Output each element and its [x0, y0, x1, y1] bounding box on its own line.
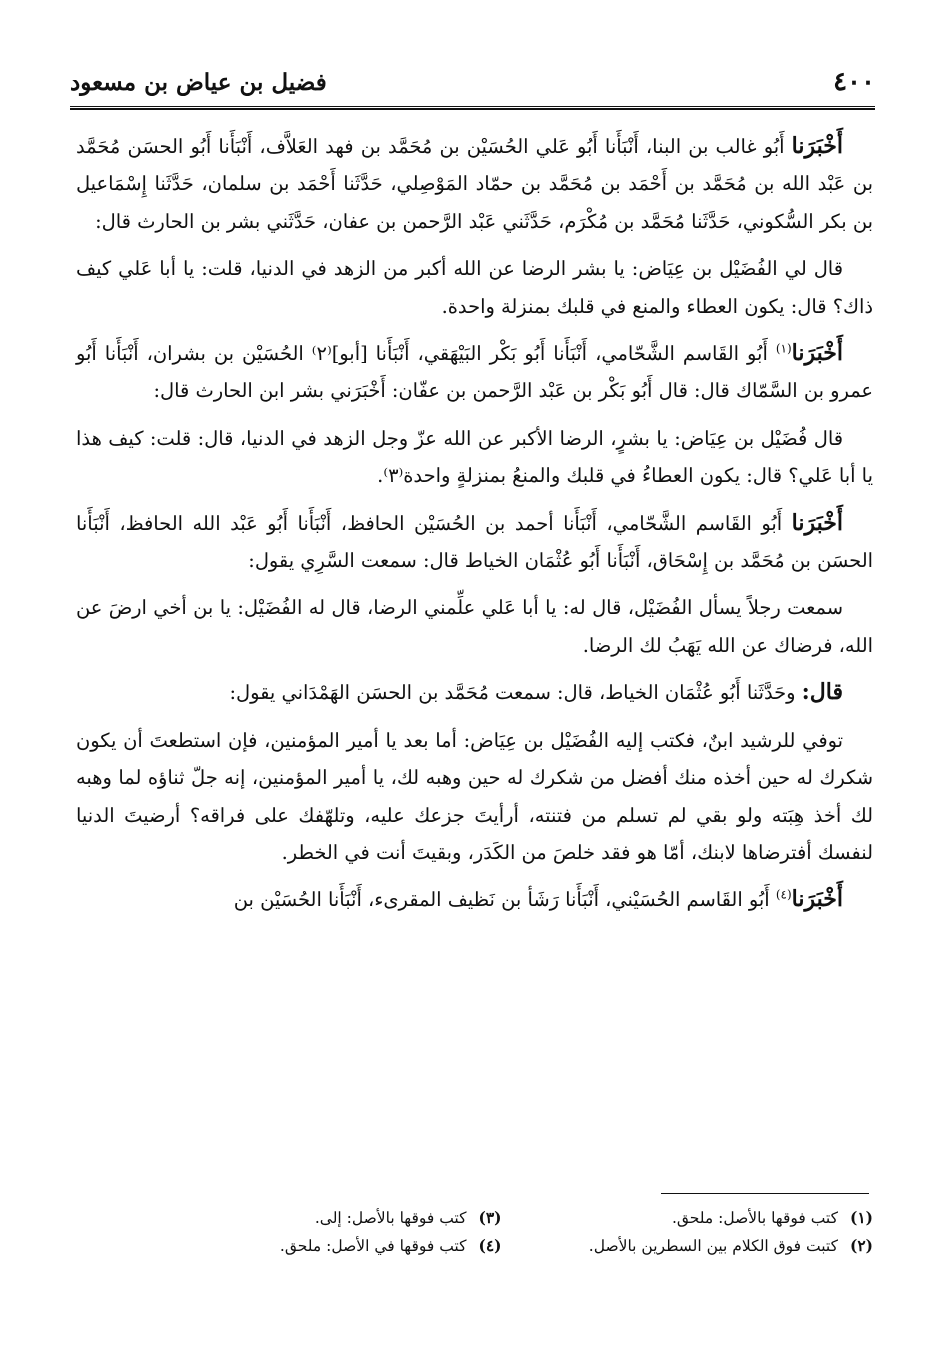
- paragraph-4: [76, 420, 873, 495]
- footnote-number: (٣): [478, 1208, 502, 1227]
- paragraph-text: أَبُو غالب بن البنا، أَنْبَأَنا أَبُو عَلي الحُسَيْن بن مُحَمَّد بن فهد العَلاَّف، أَنْبَأَنا أَبُو الحسَن مُحَمَّد بن عَبْد الله بن مُحَمَّد بن أَحْمَد بن مُحَمَّد بن حمّاد المَوْصِلي، حَدَّثَنا أَحْمَد بن سلمان، حَدَّثَنا إِسْمَاعيل بن بكر السُّكوني، حَدَّثَنا مُحَمَّد بن مُكْرَم، حَدَّثَني عَبْد الرَّحمن بن عفان، حَدَّثَني بشر بن الحارث قال:: [76, 135, 873, 233]
- paragraph-text: أَبُو القَاسم الحُسَيْني، أَنْبَأَنا رَشَأ بن نَظيف المقرىء، أَنْبَأَنا الحُسَيْن بن: [233, 888, 776, 912]
- paragraph-1: [76, 128, 873, 240]
- footnote-ref: (١): [775, 341, 792, 356]
- paragraph-2: [76, 250, 873, 325]
- paragraph-text: سمعت رجلاً يسأل الفُضَيْل، قال له: يا أبا عَلي علِّمني الرضا، قال له الفُضَيْل: يا بن أخي ارضَ عن الله، فرضاك عن الله يَهَبُ لك الرضا.: [76, 596, 873, 657]
- paragraph-keyword: أَخْبَرَنا: [791, 509, 843, 536]
- paragraph-keyword: أَخْبَرَنا: [791, 133, 843, 159]
- footnotes: [160, 1204, 873, 1260]
- footnote: [160, 1204, 502, 1232]
- footnote: [532, 1232, 874, 1260]
- paragraph-8: [76, 722, 873, 872]
- footnote-text: كتب فوقها بالأصل: إلى.: [314, 1209, 467, 1227]
- paragraph-9: [76, 881, 873, 918]
- footnote-text: كتب فوقها في الأصل: ملحق.: [279, 1237, 467, 1255]
- paragraph-3: [76, 335, 873, 410]
- paragraph-text: أَبُو القَاسم الشَّحّامي، أَنْبَأَنا أَبُو بَكْر البَيْهَقي، أَنْبَأَنا [أبو]⁽٢⁾ الحُسَيْن بن بشران، أَنْبَأَنا أَبُو عمرو بن السَّمّاك قال: قال أَبُو بَكْر بن عَبْد الرَّحمن بن عفّان: أَخْبَرَني بشر ابن الحارث قال:: [76, 342, 873, 403]
- footnote: [532, 1204, 874, 1232]
- running-title: فضيل بن عياض بن مسعود: [70, 68, 327, 96]
- footnote-rule: [661, 1193, 869, 1194]
- paragraph-keyword: أَخْبَرَنا: [791, 886, 843, 913]
- footnote-number: (٤): [478, 1236, 502, 1255]
- footnote-number: (٢): [849, 1236, 873, 1255]
- footnote-ref: (٤): [775, 887, 792, 902]
- header-rule: [70, 106, 875, 110]
- paragraph-text: أَبُو القَاسم الشَّحّامي، أَنْبَأَنا أحمد بن الحُسَيْن الحافظ، أَنْبَأَنا أَبُو عَبْد الله الحافظ، أَنْبَأَنا الحسَن بن مُحَمَّد بن إِسْحَاق، أَنْبَأَنا أَبُو عُثْمَان الخياط قال: سمعت السَّرِي يقول:: [76, 511, 873, 573]
- paragraph-6: [76, 589, 873, 664]
- page-header: [70, 66, 875, 98]
- body-text: [76, 128, 873, 929]
- paragraph-text: وحَدَّثَنا أَبُو عُثْمَان الخياط، قال: سمعت مُحَمَّد بن الحسَن الهَمْدَاني يقول:: [229, 681, 802, 705]
- footnote-text: كتب فوقها بالأصل: ملحق.: [671, 1209, 838, 1227]
- footnote-text: كتبت فوق الكلام بين السطرين بالأصل.: [588, 1237, 838, 1255]
- paragraph-5: [76, 505, 873, 580]
- paragraph-text: قال لي الفُضَيْل بن عِيَاض: يا بشر الرضا عن الله أكبر من الزهد في الدنيا، قلت: يا أبا عَلي كيف ذاك؟ قال: يكون العطاء والمنع في قلبك بمنزلة واحدة.: [76, 257, 873, 318]
- footnote: [160, 1232, 502, 1260]
- page-number: ٤٠٠: [833, 67, 875, 97]
- paragraph-text: قال فُضَيْل بن عِيَاض: يا بشرٍ، الرضا الأكبر عن الله عزّ وجل الزهد في الدنيا، قال: قلت: كيف هذا يا أبا عَلي؟ قال: يكون العطاءُ في قلبك والمنعُ بمنزلةٍ واحدة⁽٣⁾.: [76, 426, 873, 488]
- footnote-number: (١): [849, 1208, 873, 1227]
- paragraph-keyword: قال:: [801, 679, 843, 706]
- paragraph-keyword: أَخْبَرَنا: [791, 340, 843, 367]
- paragraph-text: توفي للرشيد ابنٌ، فكتب إليه الفُضَيْل بن عِيَاض: أما بعد يا أمير المؤمنين، فإن استطعتَ أن يكون شكرك له حين أخذه منك أفضل من شكرك له حين وهبه لك، يا أمير المؤمنين، إنه جلّ ثناؤه لما وهبه لك أخذ هِبَته ولو بقي لم تسلم من فتنته، أرأيتَ جزعك عليه، وتلهّفك على فراقه؟ أرضيتَ الدنيا لنفسك أفترضاها لابنك، أمّا هو فقد خلصَ من الكَدَر، وبقيتَ أنت في الخطر.: [76, 728, 873, 864]
- paragraph-7: [76, 674, 873, 711]
